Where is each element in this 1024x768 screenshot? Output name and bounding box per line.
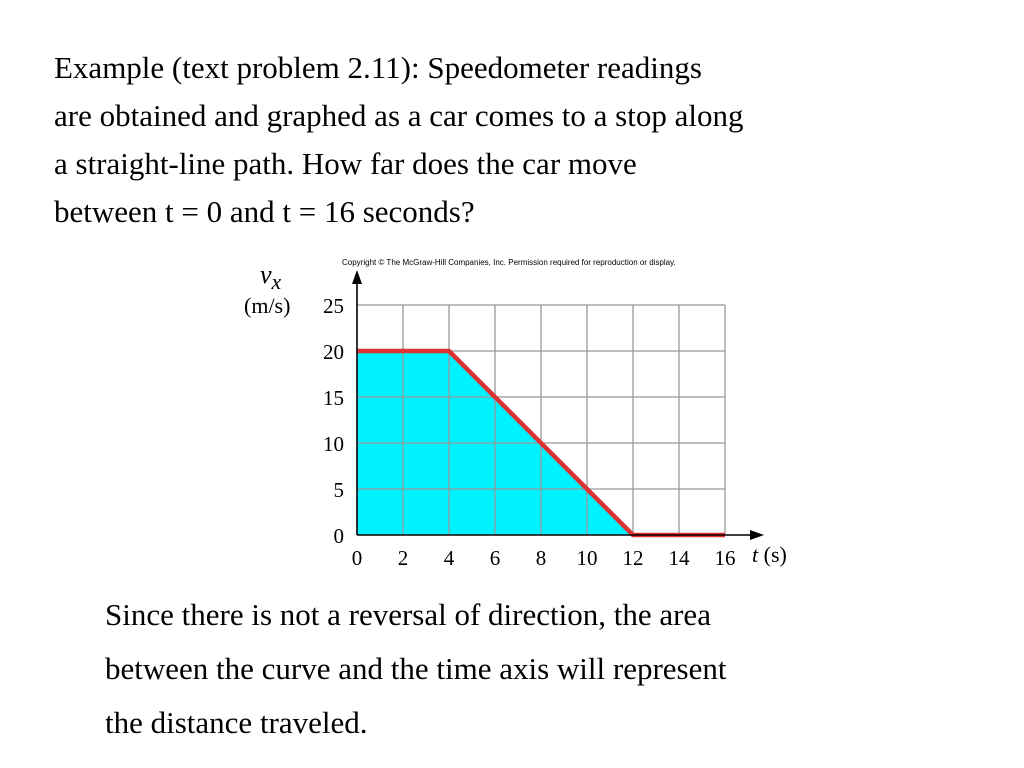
y-tick-label: 5 [333,478,344,502]
x-axis-unit: (s) [763,542,787,567]
problem-line: are obtained and graphed as a car comes to a stop along [54,98,744,133]
y-tick-label: 15 [323,386,344,410]
x-tick-label: 12 [622,546,644,570]
x-axis-var: t [752,542,759,567]
y-tick-label: 0 [333,524,344,548]
explanation-line: between the curve and the time axis will represent [105,651,727,686]
x-tick-label: 0 [351,546,363,570]
y-axis-unit: (m/s) [244,293,291,318]
y-axis-var: v [260,260,272,289]
y-tick-label: 20 [323,340,344,364]
x-tick-label: 8 [535,546,547,570]
x-tick-label: 2 [397,546,409,570]
problem-line: Example (text problem 2.11): Speedometer readings [54,50,702,85]
y-axis-arrow [352,270,362,284]
y-tick-label: 25 [323,294,344,318]
x-tick-label: 6 [489,546,501,570]
x-tick-label: 10 [576,546,598,570]
explanation-line: Since there is not a reversal of direction, the area [105,597,711,632]
problem-line: between t = 0 and t = 16 seconds? [54,194,475,229]
x-tick-label: 14 [668,546,690,570]
y-axis-subscript: x [271,270,282,295]
problem-line: a straight-line path. How far does the car move [54,146,637,181]
explanation-text [105,588,985,750]
y-tick-label: 10 [323,432,344,456]
copyright-notice: Copyright © The McGraw-Hill Companies, Inc. Permission required for reproduction or display. [342,258,676,267]
x-tick-label: 16 [714,546,736,570]
x-tick-label: 4 [443,546,455,570]
explanation-line: the distance traveled. [105,705,368,740]
x-axis-arrow [750,530,764,540]
